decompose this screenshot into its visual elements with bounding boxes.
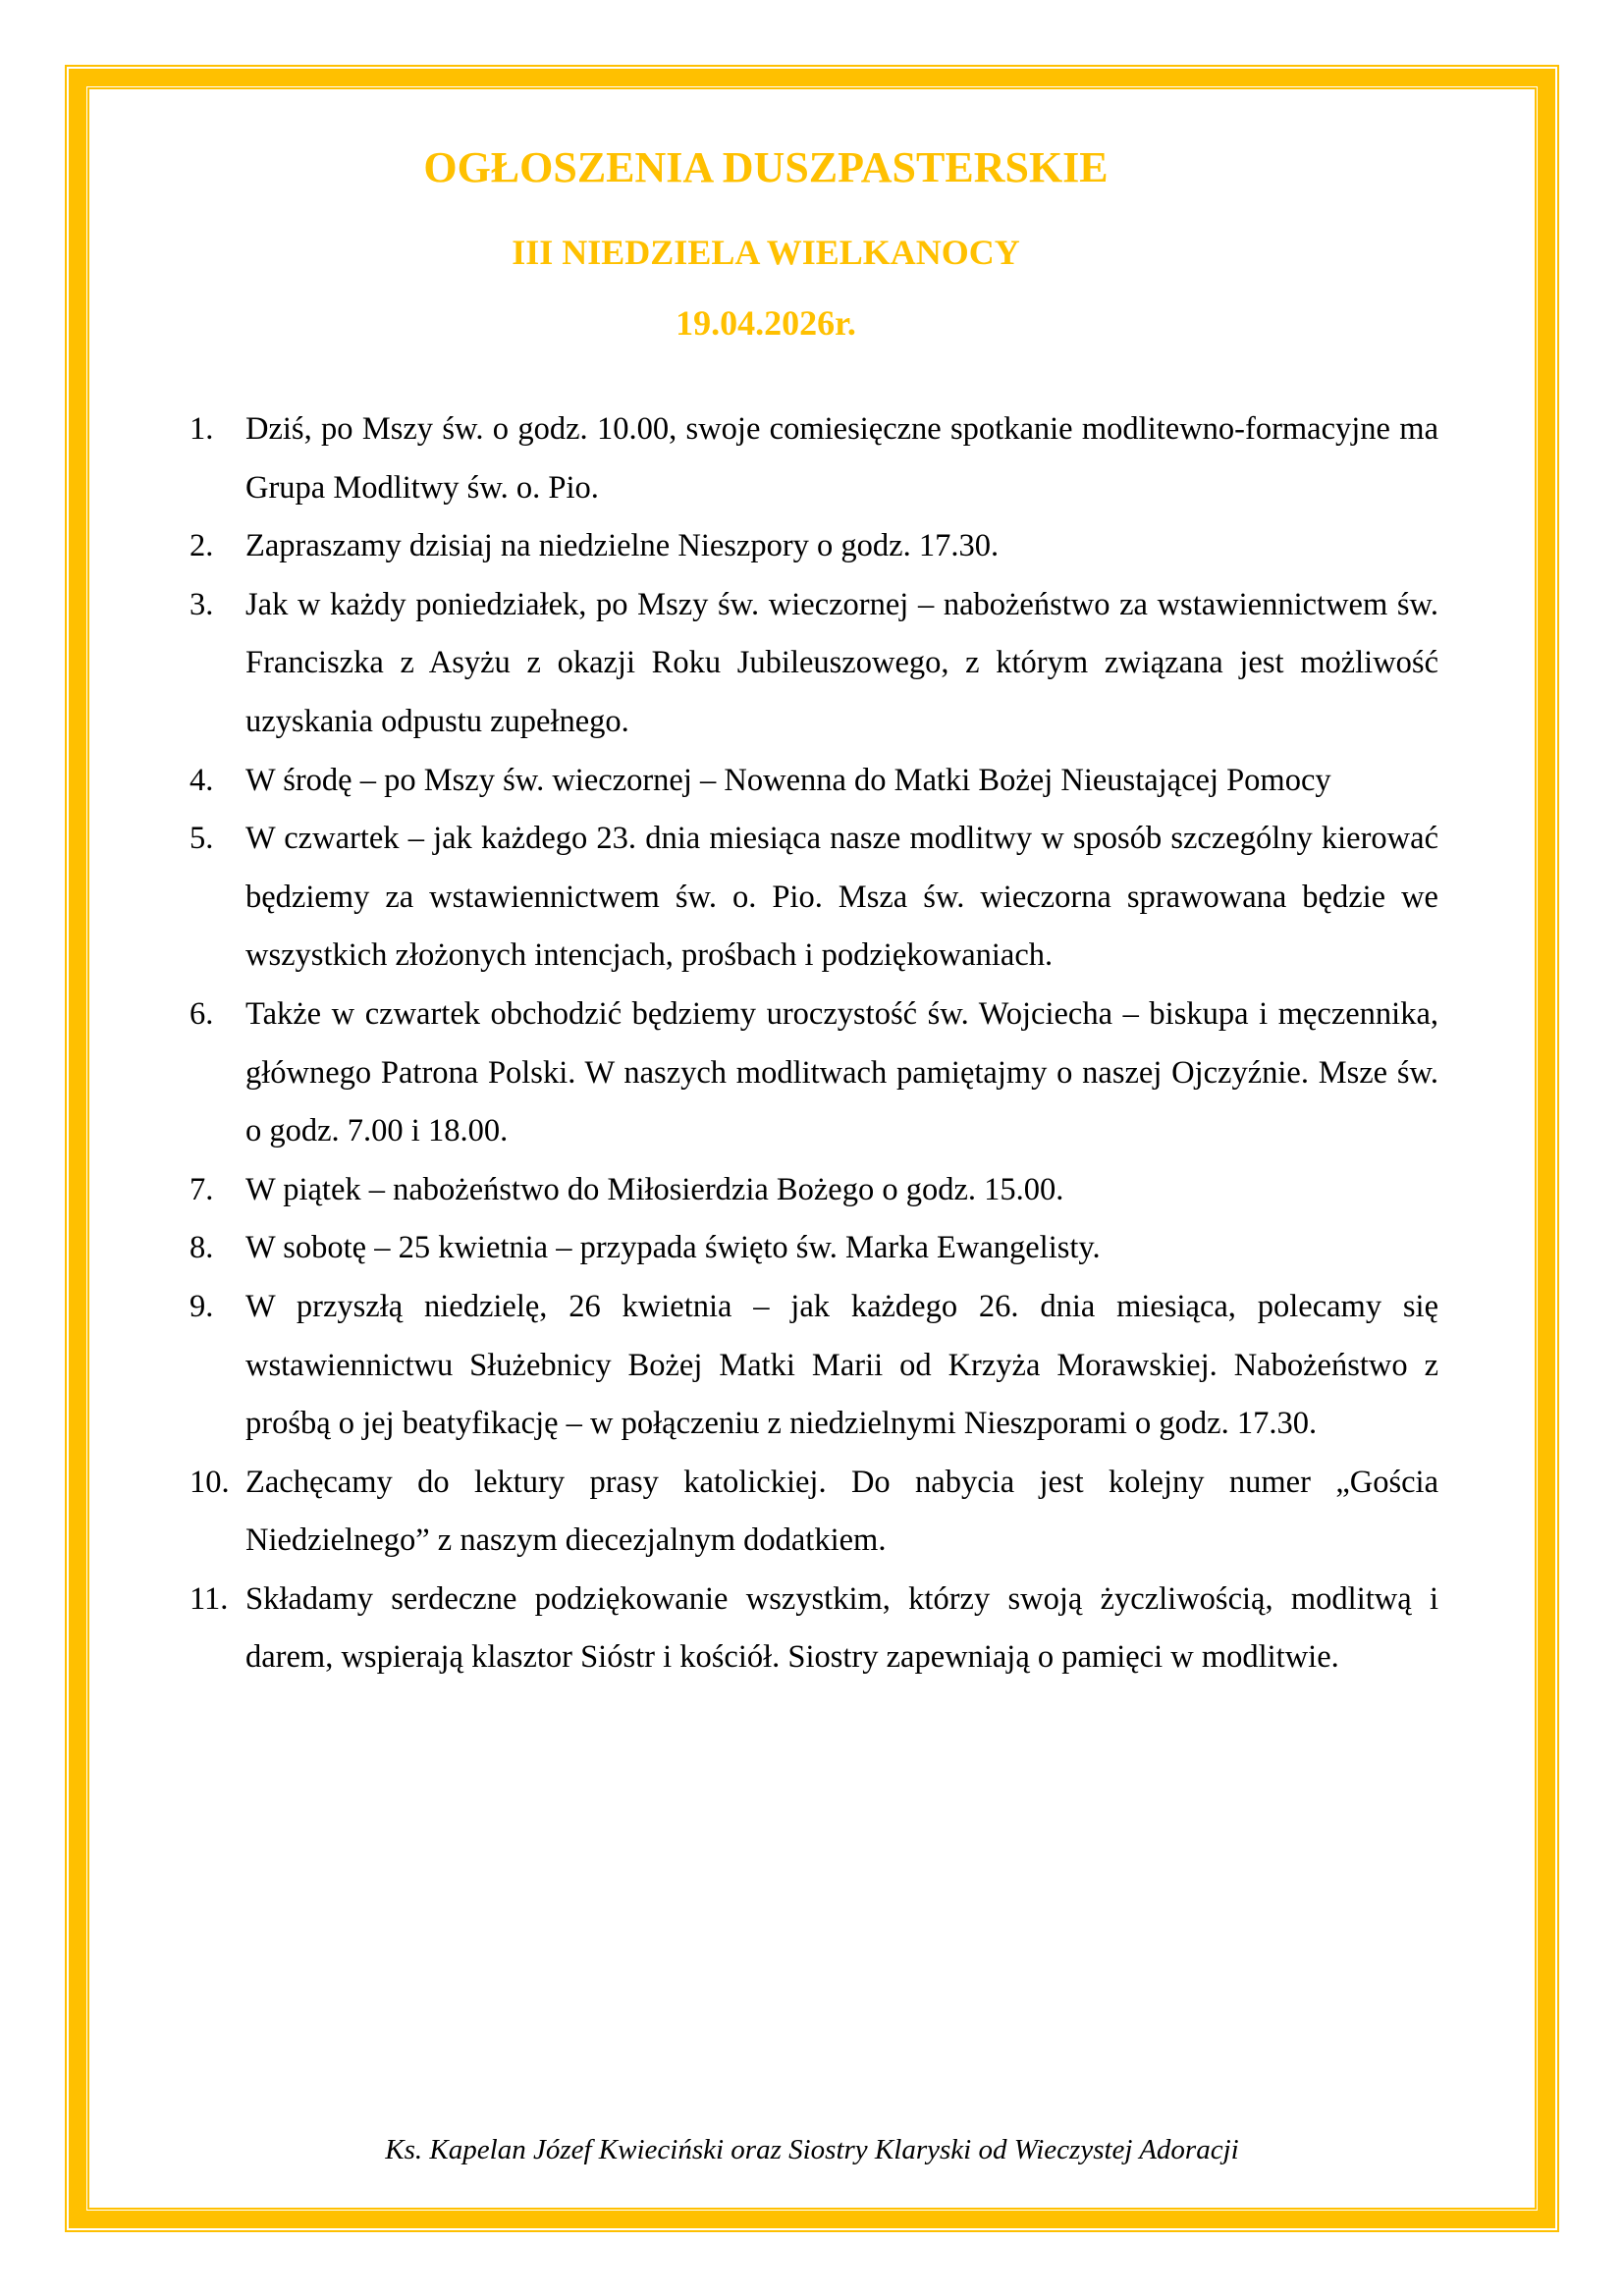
announcement-number: 11. [189,1580,229,1617]
announcement-number: 10. [189,1464,230,1500]
announcement-number: 4. [189,762,214,798]
announcement-number: 6. [189,995,214,1032]
signature: Ks. Kapelan Józef Kwieciński oraz Siostry Klaryski od Wieczystej Adoracji [385,2134,1239,2165]
announcement-number: 3. [189,586,214,622]
page-subtitle: III NIEDZIELA WIELKANOCY [512,233,1020,272]
announcement-text: Dziś, po Mszy św. o godz. 10.00, swoje comiesięczne spotkanie modlitewno-formacyjne ma Grupa Modlitwy św. o. Pio. [245,411,1438,506]
announcement-text: W sobotę – 25 kwietnia – przypada święto św. Marka Ewangelisty. [245,1230,1101,1266]
announcement-number: 2. [189,528,214,564]
announcement-item [189,576,1438,752]
announcement-item [189,1219,1438,1278]
announcement-text: Zapraszamy dzisiaj na niedzielne Nieszpory o godz. 17.30. [245,528,1000,564]
announcement-item [189,1161,1438,1220]
announcement-number: 7. [189,1171,214,1207]
announcement-text: W czwartek – jak każdego 23. dnia miesiąca nasze modlitwy w sposób szczególny kierować będziemy za wstawiennictwem św. o. Pio. Msza św. wieczorna sprawowana będzie we wszystkich złożonych intencjach, prośbach i podziękowaniach. [245,821,1438,974]
announcement-text: Składamy serdeczne podziękowanie wszystkim, którzy swoją życzliwością, modlitwą i darem, wspierają klasztor Sióstr i kościół. Siostry zapewniają o pamięci w modlitwie. [245,1580,1438,1676]
announcement-number: 1. [189,411,214,447]
page-title: OGŁOSZENIA DUSZPASTERSKIE [423,143,1109,191]
announcement-text: Także w czwartek obchodzić będziemy uroczystość św. Wojciecha – biskupa i męczennika, głównego Patrona Polski. W naszych modlitwach pamiętajmy o naszej Ojczyźnie. Msze św. o godz. 7.00 i 18.00. [245,995,1438,1149]
announcement-text: W piątek – nabożeństwo do Miłosierdzia Bożego o godz. 15.00. [245,1171,1064,1207]
announcement-text: W przyszłą niedzielę, 26 kwietnia – jak każdego 26. dnia miesiąca, polecamy się wstawiennictwu Służebnicy Bożej Matki Marii od Krzyża Morawskiej. Nabożeństwo z prośbą o jej beatyfikację – w połączeniu z niedzielnymi Nieszporami o godz. 17.30. [245,1288,1438,1442]
announcement-item [189,1454,1438,1571]
announcement-item [189,1278,1438,1454]
announcement-item [189,752,1438,811]
page-date: 19.04.2026r. [676,303,856,343]
announcement-number: 8. [189,1230,214,1266]
announcement-text: Zachęcamy do lektury prasy katolickiej. Do nabycia jest kolejny numer „Gościa Niedzielnego” z naszym diecezjalnym dodatkiem. [245,1464,1438,1559]
announcement-item [189,400,1438,517]
announcement-item [189,1571,1438,1687]
announcement-text: W środę – po Mszy św. wieczornej – Nowenna do Matki Bożej Nieustającej Pomocy [245,762,1331,798]
announcement-item [189,517,1438,576]
announcement-text: Jak w każdy poniedziałek, po Mszy św. wieczornej – nabożeństwo za wstawiennictwem św. Franciszka z Asyżu z okazji Roku Jubileuszowego, z którym związana jest możliwość uzyskania odpustu zupełnego. [245,586,1438,739]
announcement-number: 9. [189,1288,214,1324]
announcement-item [189,810,1438,986]
announcement-item [189,986,1438,1161]
announcements-list [189,400,1438,1687]
announcement-number: 5. [189,821,214,857]
